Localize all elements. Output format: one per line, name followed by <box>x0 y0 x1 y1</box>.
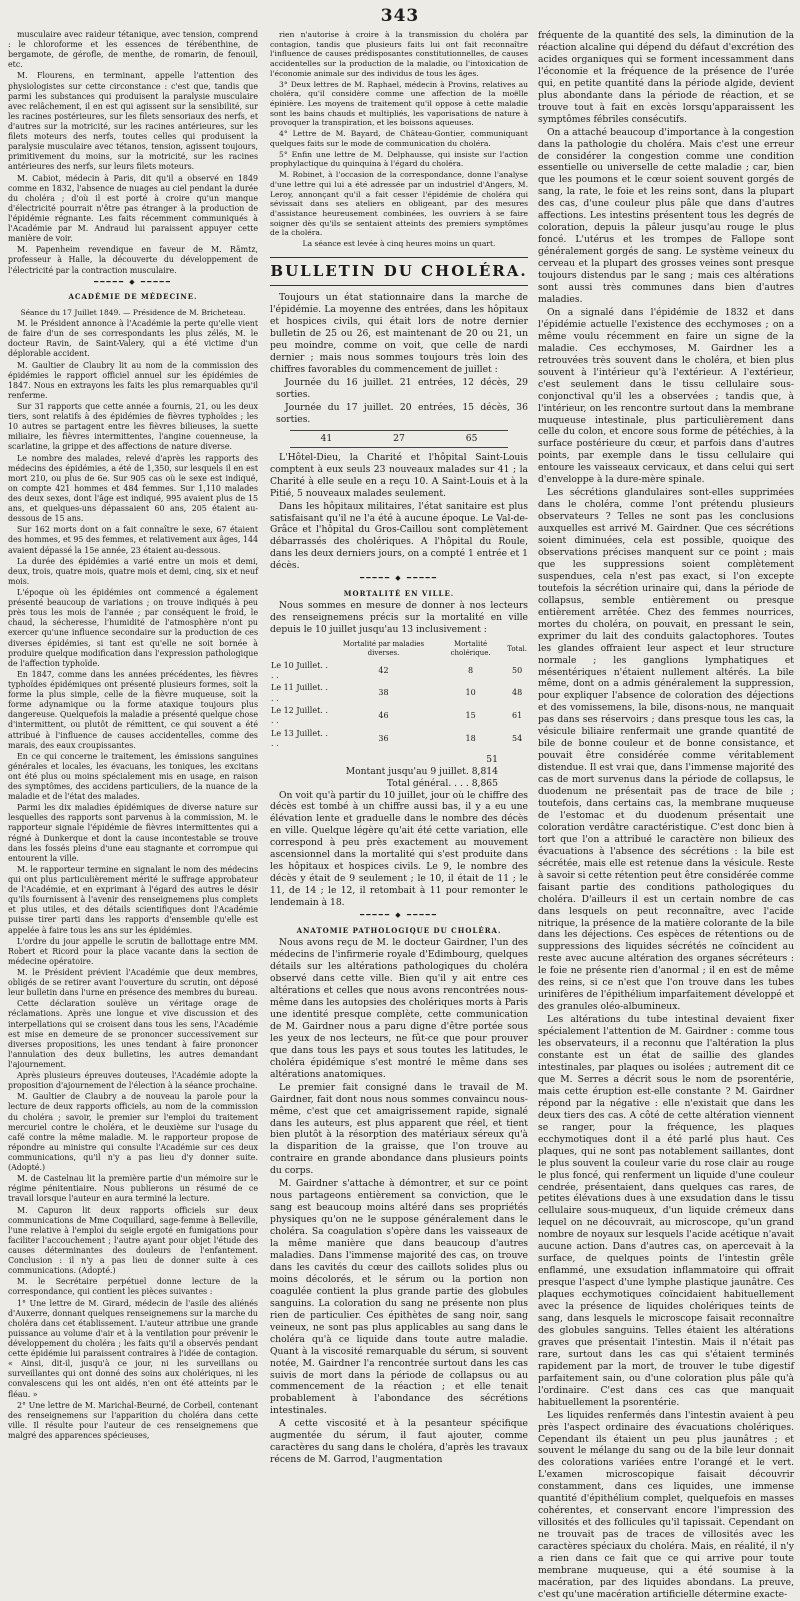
totals-row <box>290 430 508 448</box>
paragraph: M. Gaultier de Claubry a de nouveau la parole pour la lecture de deux rapports officiels, au nom de la commission du choléra ; savoir, le premier sur l'emploi du traitement mercuriel contre le choléra, et le deuxième sur l'usage du café contre la même maladie. M. le rapporteur propose de répondre au ministre qui consulte l'Académie sur ces deux communications, qu'il n'y a pas lieu d'y donner suite. (Adopté.) <box>8 1092 258 1173</box>
paragraph: 5° Enfin une lettre de M. Delphausse, qui insiste sur l'action prophylactique du quinquina à l'égard du choléra. <box>270 149 528 169</box>
paragraph: Après plusieurs épreuves douteuses, l'Académie adopte la proposition d'ajournement de l'élection à la séance prochaine. <box>8 1071 258 1091</box>
bulletin-title: BULLETIN DU CHOLÉRA. <box>270 257 528 287</box>
paragraph: rien n'autorise à croire à la transmission du choléra par contagion, tandis que plusieurs faits lui ont fait reconnaître l'influence de causes prédisposantes constitutionnelles, de causes accidentelles sur la production de la maladie, ou l'intoxication de l'économie animale sur des individus de tous les âges. <box>270 30 528 78</box>
paragraph: Parmi les dix maladies épidémiques de diverse nature sur lesquelles des rapports sont parvenus à la commission, M. le rapporteur signale l'épidémie de fièvres intermittentes qui a régné à Dunkerque et dont la cause incontestable se trouve dans les fossés pleins d'une eau stagnante et corrompue qui entourent la ville. <box>8 803 258 863</box>
journee-line: Journée du 17 juillet. 20 entrées, 15 décès, 36 sorties. <box>276 401 528 425</box>
paragraph: Cette déclaration soulève un véritage orage de réclamations. Après une longue et vive discussion et des interpellations qui se croisent dans tous les sens, l'Académie est mise en demeure de se prononcer successivement sur diverses propositions, les unes tendant à faire prononcer l'annulation des deux bulletins, les autres demandant l'ajournement. <box>8 999 258 1069</box>
paragraph-group <box>8 319 258 1441</box>
paragraph: fréquente de la quantité des sels, la diminution de la réaction alcaline qui dépend du défaut d'excrétion des acides organiques qui se forment incessamment dans l'économie et la fréquence de la présence de l'urée qui, en petite quantité dans la période algide, devient plus abondante dans la période de réaction, et se trouve tout à fait en excès lorsqu'apparaissent les symptômes fébriles consécutifs. <box>538 30 794 125</box>
total-sorties: 65 <box>465 432 478 444</box>
table-row: Le 12 Juillet. . . . 46 15 61 <box>271 706 523 726</box>
paragraph: L'ordre du jour appelle le scrutin de ballottage entre MM. Robert et Ricord pour la place vacante dans la section de médecine opératoire. <box>8 936 258 966</box>
total-deces: 27 <box>393 432 405 444</box>
mortality-table <box>270 639 528 750</box>
paragraph: A cette viscosité et à la pesanteur spécifique augmentée du sérum, il faut ajouter, comme caractères du sang dans le choléra, d'après les travaux récens de M. Garrod, l'augmentation <box>270 1418 528 1466</box>
journee-line: Journée du 16 juillet. 21 entrées, 12 décès, 29 sorties. <box>276 376 528 400</box>
section-heading: ANATOMIE PATHOLOGIQUE DU CHOLÉRA. <box>296 926 502 936</box>
paragraph: M. Cabiot, médecin à Paris, dit qu'il a observé en 1849 comme en 1832, l'absence de nuages au ciel pendant la durée du choléra ; d'où il est porté à croire qu'un manque d'électricité pourrait n'être pas étranger à la production de l'épidémie régnante. Les faits récemment communiqués à l'Académie par M. Andraud lui paraissent appuyer cette manière de voir. <box>8 173 258 244</box>
subtotal: 51 <box>486 753 498 765</box>
paragraph: Le nombre des malades, relevé d'après les rapports des médecins des épidémies, a été de 1,350, sur lesquels il en est mort 210, ou plus de 6e. Sur 905 cas où le sexe est indiqué, on compte 421 hommes et 484 femmes. Sur 1,110 malades des deux sexes, dont l'âge est indiqué, 995 avaient plus de 15 ans, et quelques-uns dépassaient 60 ans, 205 étaient au-dessous de 15 ans. <box>8 453 258 524</box>
paragraph: Sur 31 rapports que cette année a fournis, 21, ou les deux tiers, sont relatifs à des épidémies de fièvres typhoïdes ; les 10 autres se partagent entre les fièvres bilieuses, la suette miliaire, les fièvres intermittentes, l'angine couenneuse, la scarlatine, la grippe et des affections de nature diverse. <box>8 402 258 452</box>
paragraph: 3° Deux lettres de M. Raphael, médecin à Provins, relatives au choléra, qu'il considère comme une affection de la moëlle épinière. Les moyens de traitement qu'il oppose à cette maladie sont les bains chauds et multipliés, les vaporisations de nature à provoquer la transpiration, et les boissons aqueuses. <box>270 79 528 128</box>
paragraph: Les sécrétions glandulaires sont-elles supprimées dans le choléra, comme l'ont prétendu plusieurs observateurs ? Telles ne sont pas les conclusions auxquelles est arrivé M. Gairdner. Que ces sécrétions soient diminuées, cela est possible, quoique des observations précises manquent sur ce point ; mais que les suppressions soient complètement suspendues, cela n'est pas exact, si l'on excepte toutefois la sécrétion urinaire qui, dans la période de collapsus, semble entièrement ou presque entièrement arrêtée. Chez des femmes nourrices, mortes du choléra, on pouvait, en pressant le sein, exprimer du lait des conduits galactophores. Toutes les glandes offraient leur aspect et leur structure normale ; les ganglions lymphatiques et mésentériques n'étaient nullement altérés. La bile même, dont on a admis généralement la suppression, pour expliquer l'absence de coloration des déjections et des vomissemens, la bile, disons-nous, ne manquait pas dans ses réservoirs ; dans presque tous les cas, la vésicule biliaire renfermait une grande quantité de bile de bonne couleur et de bonne consistance, et pouvait être considérée comme véritablement distendue. Il est vrai que, dans l'immense majorité des cas de mort survenus dans la période de collapsus, le duodenum ne présentait pas de trace de bile ; toutefois, dans certains cas, la membrane muqueuse de l'estomac et du duodenum présentait une coloration verdâtre caractéristique. C'est donc bien à tort que l'on a attribué le caractère non bilieux des évacuations à l'absence des sécrétions : la bile est sécrétée, mais elle est retenue dans la vésicule. Reste à savoir si cette rétention peut être considérée comme faisant partie des conditions pathologiques du choléra. D'ailleurs il est un certain nombre de cas dans lesquels on peut reconnaître, avec l'acide nitrique, la présence de la matière colorante de la bile dans les déjections. Ces espèces de rétentions ou de suppressions des liquides sécrétés ne coïncident au reste avec aucune altération des organes sécréteurs : le foie ne présente rien d'anormal ; il en est de même des reins, si ce n'est que l'on trouve dans les tubes urinifères de l'épithélium imparfaitement développé et des granules oléo-albumineux. <box>538 487 794 1013</box>
paragraph: M. le rapporteur termine en signalant le nom des médecins qui ont plus particulièrement mérité le suffrage approbateur de l'Académie, et en exprimant à l'égard des autres le désir qu'ils fournissent à l'avenir des renseignemens plus complets et plus utiles, et des détails scientifiques dont l'Académie puisse tirer parti dans les rapports d'ensemble qu'elle est appelée à faire tous les ans sur les épidémies. <box>8 864 258 935</box>
total-entrees: 41 <box>320 432 333 444</box>
table-row: Le 10 Juillet. . . . 42 8 50 <box>271 660 523 680</box>
paragraph: 1° Une lettre de M. Girard, médecin de l'asile des aliénés d'Auxerre, donnant quelques renseignemens sur la marche du choléra dans cet établissement. L'auteur attribue une grande puissance au volume d'air et à la ventilation pour prévenir le développement du choléra ; les faits qu'il a observés pendant cette épidémie lui paraissent contraires à l'idée de contagion. « Ainsi, dit-il, jusqu'à ce jour, ni les surveillans ou surveillantes qui ont donné des soins aux cholériques, ni les convalescens qui les ont aidés, n'en ont été atteints par le fléau. » <box>8 1298 258 1399</box>
paragraph: Sur 162 morts dont on a fait connaître le sexe, 67 étaient des hommes, et 95 des femmes, et relativement aux âges, 144 avaient dépassé la 15e année, 23 étaient au-dessous. <box>8 525 258 555</box>
paragraph: En 1847, comme dans les années précédentes, les fièvres typhoïdes épidémiques ont présenté plusieurs formes, soit la forme la plus simple, celle de la fièvre muqueuse, soit la forme adynamique ou la forme ataxique toujours plus dangereuse. Quelquefois la maladie a présenté quelque chose d'intermittent, ou plutôt de rémittent, ce qui souvent a été attribué à l'influence de causes accidentelles, comme des marais, des eaux croupissantes. <box>8 669 258 750</box>
paragraph: Toujours un état stationnaire dans la marche de l'épidémie. La moyenne des entrées, dans les hôpitaux et hospices civils, qui était lors de notre dernier bulletin de 25 ou 26, est maintenant de 20 ou 21, un peu moindre, comme on voit, que celle de nardi dernier ; mais nous sommes toujours très loin des chiffres favorables du commencement de juillet : <box>270 292 528 376</box>
page-number: 343 <box>380 6 420 26</box>
paragraph: En ce qui concerne le traitement, les émissions sanguines générales et locales, les évacuans, les toniques, les excitans ont été plus ou moins spécialement mis en usage, en raison des symptômes, des accidens particuliers, de la nuance de la maladie et de l'état des malades. <box>8 751 258 802</box>
paragraph: M. de Castelnau lit la première partie d'un mémoire sur le régime pénitentiaire. Nous publierons un résumé de ce travail lorsque l'auteur en aura terminé la lecture. <box>8 1174 258 1204</box>
paragraph: La séance est levée à cinq heures moins un quart. <box>302 239 496 249</box>
column-right <box>538 30 794 1600</box>
paragraph: Le premier fait consigné dans le travail de M. Gairdner, fait dont nous nous sommes convaincu nous-même, c'est que cet amaigrissement rapide, signalé dans les auteurs, est plus apparent que réel, et tient bien plutôt à la résorption des matériaux séreux qu'à la disparition de la graisse, que l'on trouve au contraire en grande abondance dans plusieurs points du corps. <box>270 1081 528 1177</box>
paragraph: Nous avons reçu de M. le docteur Gairdner, l'un des médecins de l'infirmerie royale d'Edimbourg, quelques détails sur les altérations pathologiques du choléra observé dans cette ville. Bien qu'il y ait entre ces altérations et celles que nous avons rencontrées nous-même dans les autopsies des cholériques morts à Paris une identité presque complète, cette communication de M. Gairdner nous a paru digne d'être portée sous les yeux de nos lecteurs, ne fût-ce que pour prouver que dans tous les pays et sous toutes les latitudes, le choléra épidémique s'est montré le même dans ses altérations anatomiques. <box>270 937 528 1080</box>
paragraph: Nous sommes en mesure de donner à nos lecteurs des renseignemens précis sur la mortalité en ville depuis le 10 juillet jusqu'au 13 inclusivement : <box>270 600 528 636</box>
ornament-divider: ━━━━━ ◆ ━━━━━ <box>360 574 438 583</box>
paragraph: 2° Une lettre de M. Marichal-Beurné, de Corbeil, contenant des renseignemens sur l'apparition du choléra dans cette ville. Il résulte pour l'auteur de ces renseignemens que malgré des apparences spécieuses, <box>8 1400 258 1440</box>
paragraph: M. Papenheim revendique en faveur de M. Rämtz, professeur à Halle, la découverte du développement de l'électricité par la contraction musculaire. <box>8 245 258 275</box>
table-header: Total. <box>507 644 527 653</box>
column-middle <box>270 30 528 1466</box>
paragraph: On a signalé dans l'épidémie de 1832 et dans l'épidémie actuelle l'existence des ecchymoses ; on a même voulu récemment en faire un signe de la maladie. Ces ecchymoses, M. Gairdner les a retrouvées très souvent dans le choléra, et bien plus souvent à l'intérieur qu'à l'extérieur. A l'extérieur, c'est seulement dans le tissu cellulaire sous-conjonctival qu'il les a observées ; tandis que, à l'intérieur, on les rencontre surtout dans la membrane muqueuse intestinale, plus particulièrement dans celle du colon, et encore sous forme de pétéchies, à la surface postérieure du cœur, et parfois dans d'autres points, par exemple dans le tissu cellulaire qui entoure les vaisseaux cervicaux, et dans celui qui sert d'enveloppe à la dure-mère spinale. <box>538 306 794 486</box>
session-line: Séance du 17 Juillet 1849. — Présidence de M. Bricheteau. <box>20 307 246 317</box>
ornament-divider: ━━━━━ ◆ ━━━━━ <box>94 277 172 286</box>
table-header: Mortalité par maladies diverses. <box>342 640 425 658</box>
paragraph: M. Gairdner s'attache à démontrer, et sur ce point nous partageons entièrement sa conviction, que le sang est beaucoup moins altéré dans ses propriétés physiques qu'on ne le suppose généralement dans le choléra. Sa coagulation s'opère dans les vaisseaux de la même manière que dans beaucoup d'autres maladies. Dans l'immense majorité des cas, on trouve dans les cavités du cœur des caillots solides plus ou moins décolorés, et le sérum ou la portion non coagulée contient la plus grande partie des globules sanguins. La coloration du sang ne présente non plus rien de particulier. Ces épithètes de sang noir, sang veineux, ne sont pas plus applicables au sang dans le choléra qu'à ce liquide dans toute autre maladie. Quant à la viscosité remarquable du sérum, si souvent notée, M. Gairdner l'a rencontrée surtout dans les cas suivis de mort dans la période de collapsus ou au commencement de la réaction ; et elle tenait probablement à l'abondance des sécrétions intestinales. <box>270 1178 528 1417</box>
paragraph: M. le Secrétaire perpétuel donne lecture de la correspondance, qui contient les pièces suivantes : <box>8 1277 258 1297</box>
paragraph: M. Capuron lit deux rapports officiels sur deux communications de Mme Coquillard, sage-femme à Belleville, l'une relative à l'emploi du seigle ergoté en fumigations pour faciliter l'accouchement ; l'autre ayant pour objet l'étude des causes déterminantes des douleurs de l'enfantement. Conclusion : il n'y a pas lieu de donner suite à ces communications. (Adopté.) <box>8 1205 258 1276</box>
paragraph: L'époque où les épidémies ont commencé a également présenté beaucoup de variations ; on trouve indiqués à peu près tous les mois de l'année ; par conséquent le froid, le chaud, la sécheresse, l'humidité de l'atmosphère n'ont pu exercer qu'une influence secondaire sur la production de ces diverses épidémies, si tant est qu'elle ne soit bornée à produire quelque modification dans l'expression pathologique de l'affection typhoïde. <box>8 587 258 668</box>
paragraph: M. Gaultier de Claubry lit au nom de la commission des épidémies le rapport officiel annuel sur les épidémies de 1847. Nous en extrayons les faits les plus remarquables qu'il renferme. <box>8 360 258 400</box>
paragraph: M. Robinet, à l'occasion de la correspondance, donne l'analyse d'une lettre qui lui a été adressée par un industriel d'Angers, M. Leroy, annonçant qu'il a fait cesser l'épidémie de choléra qui sévissait dans ses ateliers en obligeant, par des mesures d'assistance heureusement combinées, les ouvriers à se faire soigner dès qu'ils se sentaient atteints des premiers symptômes de la choléra. <box>270 170 528 238</box>
paragraph: L'Hôtel-Dieu, la Charité et l'hôpital Saint-Louis comptent à eux seuls 23 nouveaux malades sur 41 ; la Charité à elle seule en a reçu 10. A Saint-Louis et à la Pitié, 5 nouveaux malades seulement. <box>270 451 528 499</box>
paragraph: 4° Lettre de M. Bayard, de Château-Gontier, communiquant quelques faits sur le mode de communication du choléra. <box>270 129 528 148</box>
section-heading: ACADÉMIE DE MÉDECINE. <box>68 291 198 301</box>
paragraph: On voit qu'à partir du 10 juillet, jour où le chiffre des décès est tombé à un chiffre aussi bas, il y a eu une élévation lente et graduelle dans le nombre des décès en ville. Quelque légère qu'ait été cette variation, elle correspond à peu près exactement au mouvement ascensionnel dans la mortalité qui s'est produite dans les hôpitaux et hospices civils. Le 9, le nombre des décès y était de 9 seulement ; le 10, il était de 11 ; le 11, de 14 ; le 12, il retombait à 11 pour remonter le lendemain à 18. <box>270 789 528 909</box>
column-left <box>8 30 258 1440</box>
paragraph: On a attaché beaucoup d'importance à la congestion dans la pathologie du choléra. Mais c'est une erreur de considérer la congestion comme une condition essentielle ou universelle de cette maladie ; car, bien que les poumons et le cœur soient souvent gorgés de sang, la rate, le foie et les reins sont, dans la plupart des cas, d'une couleur plus pâle que dans d'autres affections. Les intestins présentent tous les degrés de coloration, depuis la pâleur jusqu'au rouge le plus foncé. L'utérus et les trompes de Fallope sont généralement gorgés de sang. Le système veineux du cerveau et la plupart des grosses veines sont presque toujours distendus par le sang ; mais ces altérations sont aussi très communes dans bien d'autres maladies. <box>538 126 794 305</box>
paragraph: musculaire avec raideur tétanique, avec tension, comprend : le chloroforme et les essences de térébenthine, de bergamote, de gérofle, de menthe, de romarin, de fenouil, etc. <box>8 30 258 70</box>
paragraph: M. le Président annonce à l'Académie la perte qu'elle vient de faire d'un de ses correspondants les plus zélés, M. le docteur Ravin, de Saint-Valery, qui a été victime d'un déplorable accident. <box>8 319 258 359</box>
paragraph: Les liquides renfermés dans l'intestin avaient à peu près l'aspect ordinaire des évacuations cholériques. Cependant ils étaient un peu plus jaunâtres ; et souvent le mélange du sang ou de la bile leur donnait des colorations variées entre l'orangé et le vert. L'examen microscopique faisait découvrir constamment, dans ces liquides, une immense quantité d'épithélium complet, quelquefois en masses cohérentes, et conservant encore l'impression des villosités et des follicules qu'il tapissait. Cependant on ne trouvait pas de traces de villosités avec les caractères spéciaux du choléra. Mais, en réalité, il n'y a rien dans ce fait que ce qui arrive pour toute membrane muqueuse, qui a été soumise à la macération, par des liquides abondans. La preuve, c'est qu'une macération artificielle détermine exacte- <box>538 1409 794 1600</box>
montant-line: Montant jusqu'au 9 juillet. 8,814 <box>345 765 498 777</box>
total-line: Total général. . . . 8,865 <box>386 777 498 789</box>
paragraph: Les altérations du tube intestinal devaient fixer spécialement l'attention de M. Gairdner : comme tous les observateurs, il a reconnu que l'altération la plus constante est un état de saillie des glandes intestinales, par plaques ou isolées ; autrement dit ce que M. Serres a décrit sous le nom de psorentérie, mais cette éruption est-elle constante ? M. Gairdner répond par la négative : elle n'existait que dans les deux tiers des cas. A côté de cette altération viennent se ranger, pour la fréquence, les plaques ecchymotiques dont il a été parlé plus haut. Ces plaques, qui ne sont pas notablement saillantes, dont le plus souvent la couleur varie du rose clair au rouge le plus foncé, qui renferment un liquide d'une couleur cendrée, présentaient, dans quelques cas rares, de petites élévations dues à une exsudation dans le tissu cellulaire sous-muqueux, d'un liquide crémeux dans lequel on ne découvrait, au microscope, qu'un grand nombre de noyaux sur lesquels l'acide acétique n'avait aucune action. Dans d'autres cas, on apercevait à la surface, de quelques points de l'intestin grêle enflammé, une exsudation inflammatoire qui offrait presque l'aspect d'une lymphe plastique jaunâtre. Ces plaques ecchymotiques coïncidaient habituellement avec la présence de liquides cholériques teints de sang, dans lesquels le microscope faisait reconnaître des globules sanguins. Telles étaient les altérations graves que présentait l'intestin. Mais il n'était pas rare, surtout dans les cas qui s'étaient terminés rapidement par la mort, de trouver le tube digestif parfaitement sain, ou d'une coloration plus pâle qu'à l'ordinaire. C'est dans ces cas que manquait habituellement la psorentérie. <box>538 1014 794 1408</box>
table-header: Mortalité cholérique. <box>450 640 491 658</box>
table-row: Le 13 Juillet. . . . 36 18 54 <box>271 728 523 749</box>
paragraph: La durée des épidémies a varié entre un mois et demi, deux, trois, quatre mois, quatre mois et demi, cinq, six et neuf mois. <box>8 556 258 586</box>
paragraph: Dans les hôpitaux militaires, l'état sanitaire est plus satisfaisant qu'il ne l'a été à aucune époque. Le Val-de-Grâce et l'hôpital du Gros-Caillou sont complètement débarrassés des cholériques. A l'hôpital du Roule, dans les deux derniers jours, on a compté 1 entrée et 1 décès. <box>270 500 528 572</box>
section-heading: MORTALITÉ EN VILLE. <box>343 589 455 599</box>
paragraph: M. Flourens, en terminant, appelle l'attention des physiologistes sur cette circonstance : c'est que, tandis que parmi les substances qui produisent la paralysie musculaire avec relâchement, il en est qui agissent sur la sensibilité, sur les racines postérieures, sur les filets sensoriaux des nerfs, et d'autres sur la motricité, sur les racines antérieures, sur les filets moteurs des nerfs, toutes celles qui produisent la paralysie musculaire avec tétanos, tension, agissent toujours, primitivement du moins, sur la motricité, sur les racines antérieures des nerfs, sur leurs filets moteurs. <box>8 71 258 172</box>
paragraph: M. le Président prévient l'Académie que deux membres, obligés de se retirer avant l'ouverture du scrutin, ont déposé leur bulletin dans l'urne en présence des membres du bureau. <box>8 968 258 998</box>
table-row: Le 11 Juillet. . . . 38 10 48 <box>271 683 523 703</box>
ornament-divider: ━━━━━ ◆ ━━━━━ <box>360 911 438 920</box>
